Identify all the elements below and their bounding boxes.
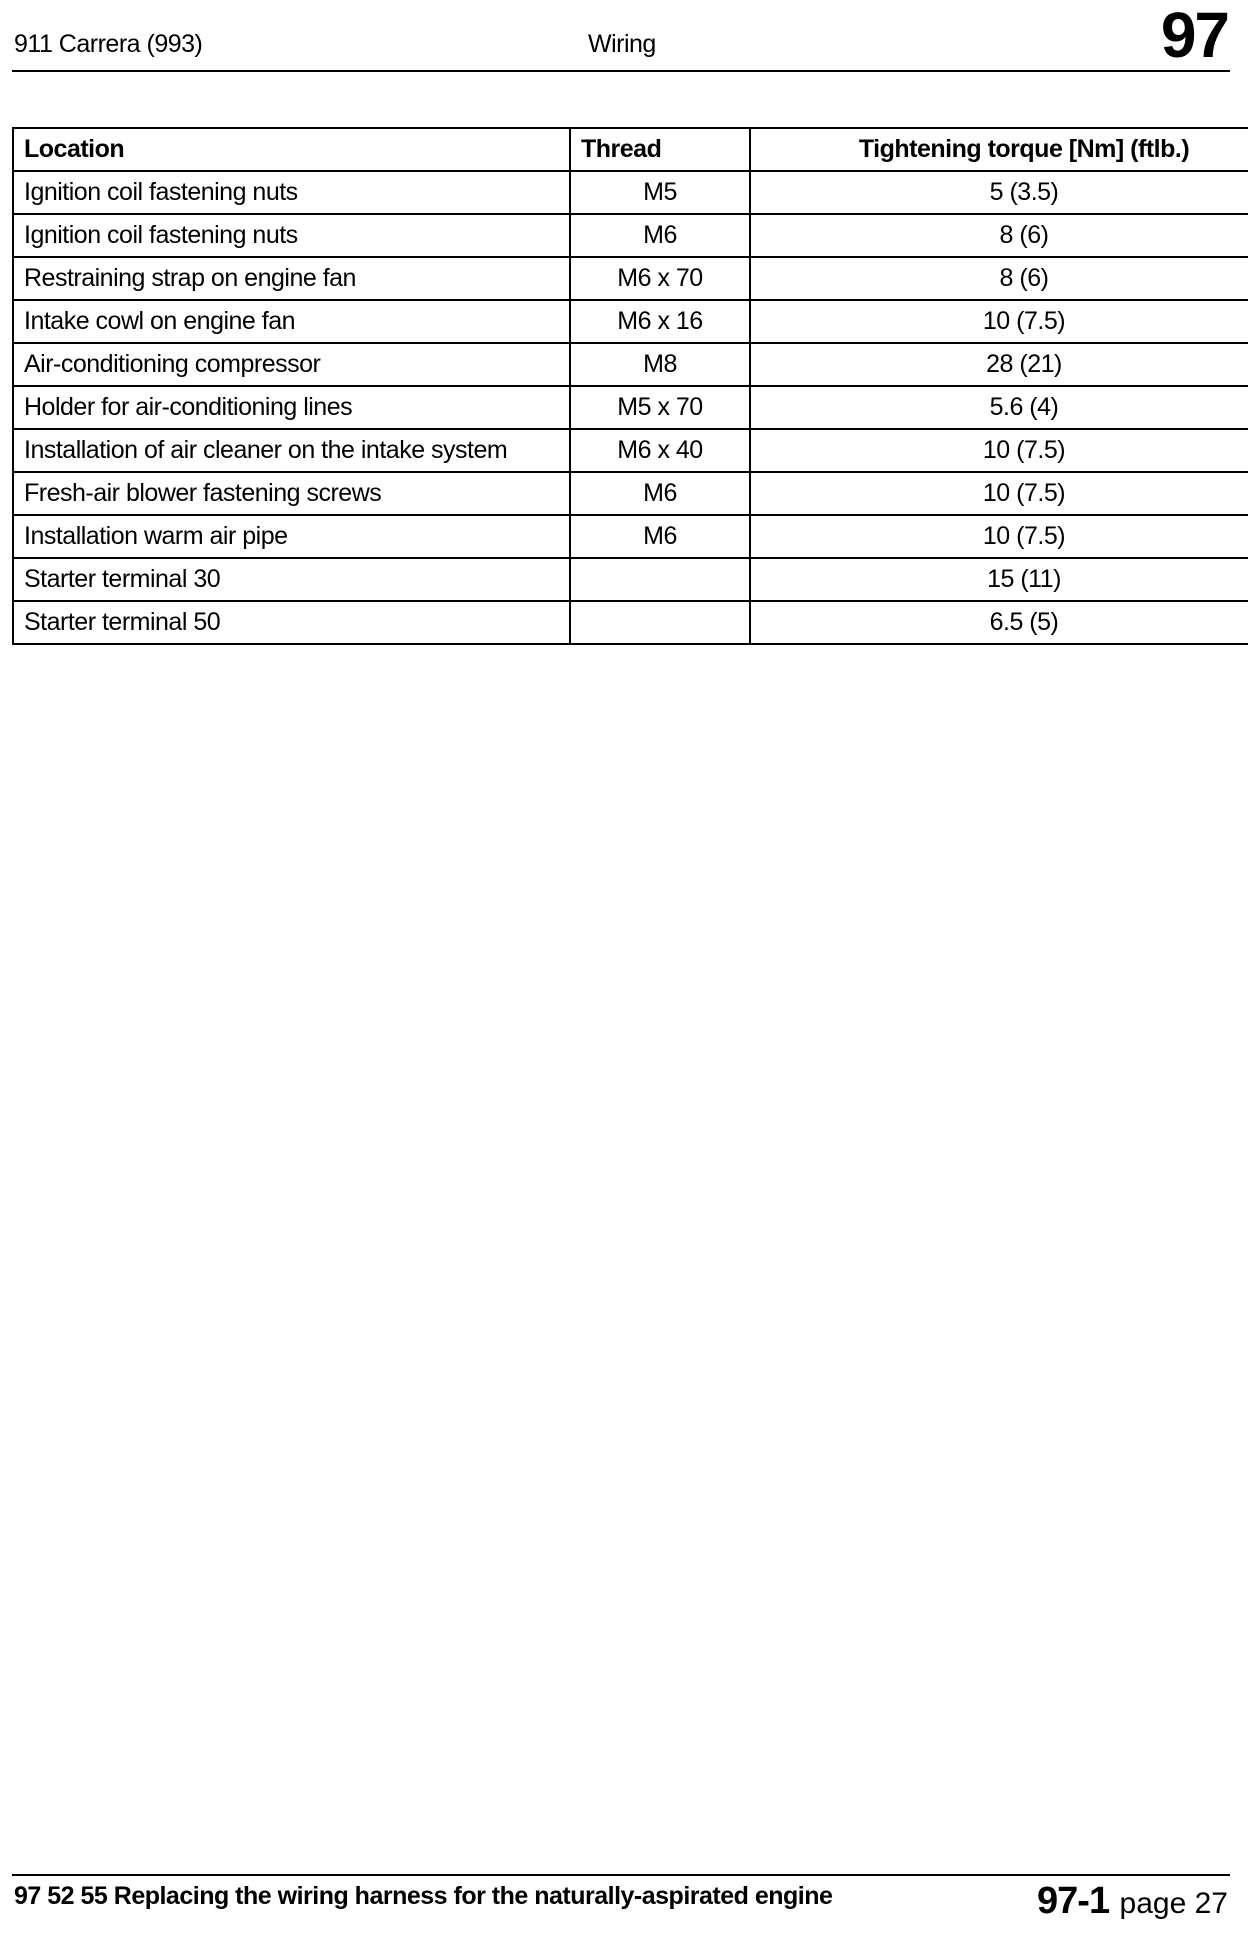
cell-location: Installation of air cleaner on the intake system [13,429,570,472]
cell-torque: 28 (21) [750,343,1248,386]
cell-location: Starter terminal 50 [13,601,570,644]
cell-location: Fresh-air blower fastening screws [13,472,570,515]
page-reference [1037,1880,1228,1923]
cell-thread: M8 [570,343,750,386]
cell-torque: 10 (7.5) [750,300,1248,343]
cell-thread: M6 [570,472,750,515]
cell-location: Restraining strap on engine fan [13,257,570,300]
cell-torque: 10 (7.5) [750,472,1248,515]
cell-thread: M6 [570,214,750,257]
table-row [13,558,1248,601]
page-code: 97-1 [1037,1880,1110,1922]
cell-torque: 15 (11) [750,558,1248,601]
table-row [13,472,1248,515]
column-header-torque: Tightening torque [Nm] (ftlb.) [750,128,1248,171]
table-row [13,515,1248,558]
cell-torque: 5.6 (4) [750,386,1248,429]
cell-thread: M5 x 70 [570,386,750,429]
cell-thread: M6 x 70 [570,257,750,300]
column-header-thread: Thread [570,128,750,171]
cell-thread [570,601,750,644]
cell-torque: 5 (3.5) [750,171,1248,214]
column-header-location: Location [13,128,570,171]
cell-torque: 8 (6) [750,257,1248,300]
page-number: page 27 [1119,1887,1228,1920]
cell-torque: 10 (7.5) [750,515,1248,558]
cell-location: Installation warm air pipe [13,515,570,558]
cell-location: Holder for air-conditioning lines [13,386,570,429]
cell-location: Air-conditioning compressor [13,343,570,386]
cell-torque: 6.5 (5) [750,601,1248,644]
procedure-title: 97 52 55 Replacing the wiring harness for the naturally-aspirated engine [14,1882,833,1910]
cell-torque: 10 (7.5) [750,429,1248,472]
cell-location: Starter terminal 30 [13,558,570,601]
cell-thread: M6 [570,515,750,558]
cell-thread [570,558,750,601]
cell-thread: M6 x 40 [570,429,750,472]
cell-thread: M6 x 16 [570,300,750,343]
cell-torque: 8 (6) [750,214,1248,257]
table-row [13,386,1248,429]
cell-location: Intake cowl on engine fan [13,300,570,343]
page-footer [12,1874,1230,1936]
table-row [13,300,1248,343]
torque-table [12,127,1248,645]
group-number: 97 [1160,0,1228,71]
table-row [13,343,1248,386]
page-header [12,0,1230,72]
cell-thread: M5 [570,171,750,214]
section-title: Wiring [588,30,656,58]
table-row [13,257,1248,300]
table-row [13,429,1248,472]
table-header-row [13,128,1248,171]
table-row [13,214,1248,257]
cell-location: Ignition coil fastening nuts [13,171,570,214]
table-row [13,601,1248,644]
vehicle-model: 911 Carrera (993) [14,30,203,58]
cell-location: Ignition coil fastening nuts [13,214,570,257]
table-row [13,171,1248,214]
